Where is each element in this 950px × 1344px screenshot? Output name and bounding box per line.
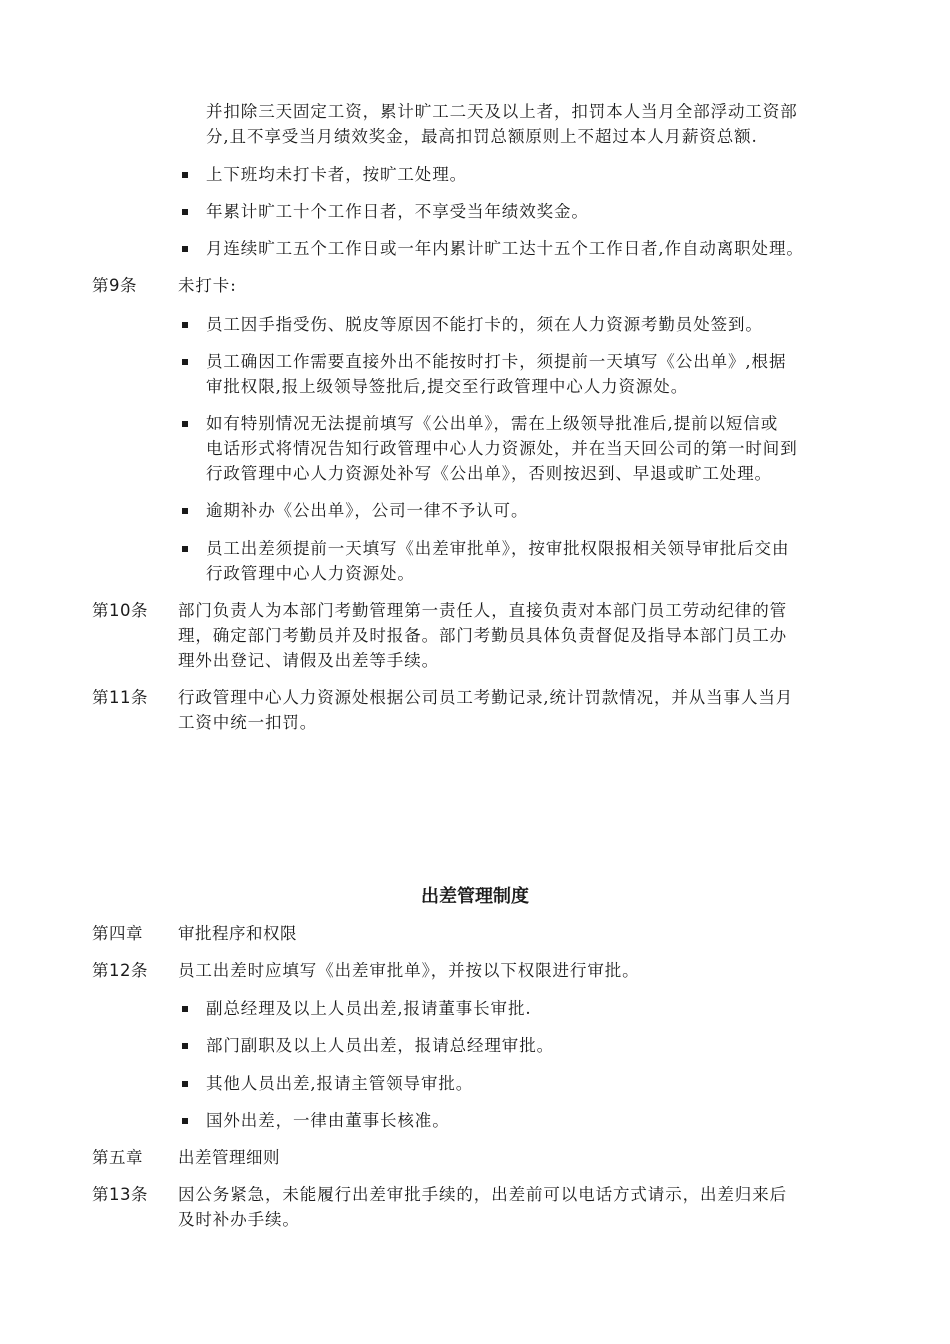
bullet-marker [182,546,188,552]
article-label: 第13条 [92,1185,148,1204]
bullet-text [206,349,868,399]
text-line: 理外出登记、请假及出差等手续。 [178,651,439,670]
bullet-marker [182,359,188,365]
text-line: 员工出差须提前一天填写《出差审批单》，按审批权限报相关领导审批后交由 [206,539,790,558]
section-title: 出差管理制度 [421,886,529,907]
chapter-title: 审批程序和权限 [178,924,297,943]
text-line: 部门负责人为本部门考勤管理第一责任人，直接负责对本部门员工劳动纪律的管 [178,601,787,620]
bullet-marker [182,1081,188,1087]
bullet-marker [182,322,188,328]
bullet-text [206,411,868,486]
bullet-text [206,312,868,337]
text-line: 行政管理中心人力资源处补写《公出单》，否则按迟到、早退或旷工处理。 [206,464,772,483]
text-line: 并扣除三天固定工资，累计旷工二天及以上者，扣罚本人当月全部浮动工资部 [206,102,798,121]
bullet-text: 部门副职及以上人员出差，报请总经理审批。 [206,1036,554,1055]
text-line: 因公务紧急，未能履行出差审批手续的，出差前可以电话方式请示，出差归来后 [178,1185,787,1204]
article-label: 第12条 [92,961,148,980]
bullet-text [206,498,868,523]
article-label: 第9条 [92,276,137,295]
article-text [178,1182,868,1232]
bullet-marker [182,421,188,427]
bullet-text: 其他人员出差,报请主管领导审批。 [206,1074,474,1093]
article-label: 第10条 [92,601,148,620]
bullet-text: 年累计旷工十个工作日者，不享受当年绩效奖金。 [206,202,589,221]
article-label: 第11条 [92,688,148,707]
bullet-text: 月连续旷工五个工作日或一年内累计旷工达十五个工作日者,作自动离职处理。 [206,239,804,258]
continuation-paragraph [206,99,868,149]
bullet-marker [182,172,188,178]
text-line: 工资中统一扣罚。 [178,713,318,732]
text-line: 审批权限,报上级领导签批后,提交至行政管理中心人力资源处。 [206,377,689,396]
bullet-text [206,536,868,586]
bullet-marker [182,1118,188,1124]
article-text [178,685,868,735]
text-line: 及时补办手续。 [178,1210,300,1229]
text-line: 电话形式将情况告知行政管理中心人力资源处，并在当天回公司的第一时间到 [206,439,798,458]
text-line: 如有特别情况无法提前填写《公出单》，需在上级领导批准后,提前以短信或 [206,414,779,433]
bullet-marker [182,1043,188,1049]
article-text: 员工出差时应填写《出差审批单》，并按以下权限进行审批。 [178,961,640,980]
bullet-text: 副总经理及以上人员出差,报请董事长审批. [206,999,532,1018]
bullet-text: 上下班均未打卡者，按旷工处理。 [206,165,467,184]
bullet-marker [182,1006,188,1012]
text-line: 理，确定部门考勤员并及时报备。部门考勤员具体负责督促及指导本部门员工办 [178,626,787,645]
article-text: 未打卡: [178,276,237,295]
bullet-text: 国外出差，一律由董事长核准。 [206,1111,450,1130]
bullet-marker [182,246,188,252]
article-text [178,598,868,673]
text-line: 行政管理中心人力资源处根据公司员工考勤记录,统计罚款情况，并从当事人当月 [178,688,794,707]
text-line: 分,且不享受当月绩效奖金，最高扣罚总额原则上不超过本人月薪资总额. [206,127,758,146]
chapter-label: 第五章 [92,1148,143,1167]
bullet-marker [182,209,188,215]
chapter-title: 出差管理细则 [178,1148,280,1167]
text-line: 员工确因工作需要直接外出不能按时打卡，须提前一天填写《公出单》,根据 [206,352,787,371]
text-line: 行政管理中心人力资源处。 [206,564,415,583]
text-line: 逾期补办《公出单》，公司一律不予认可。 [206,501,529,520]
chapter-label: 第四章 [92,924,143,943]
text-line: 员工因手指受伤、脱皮等原因不能打卡的，须在人力资源考勤员处签到。 [206,315,763,334]
bullet-marker [182,508,188,514]
